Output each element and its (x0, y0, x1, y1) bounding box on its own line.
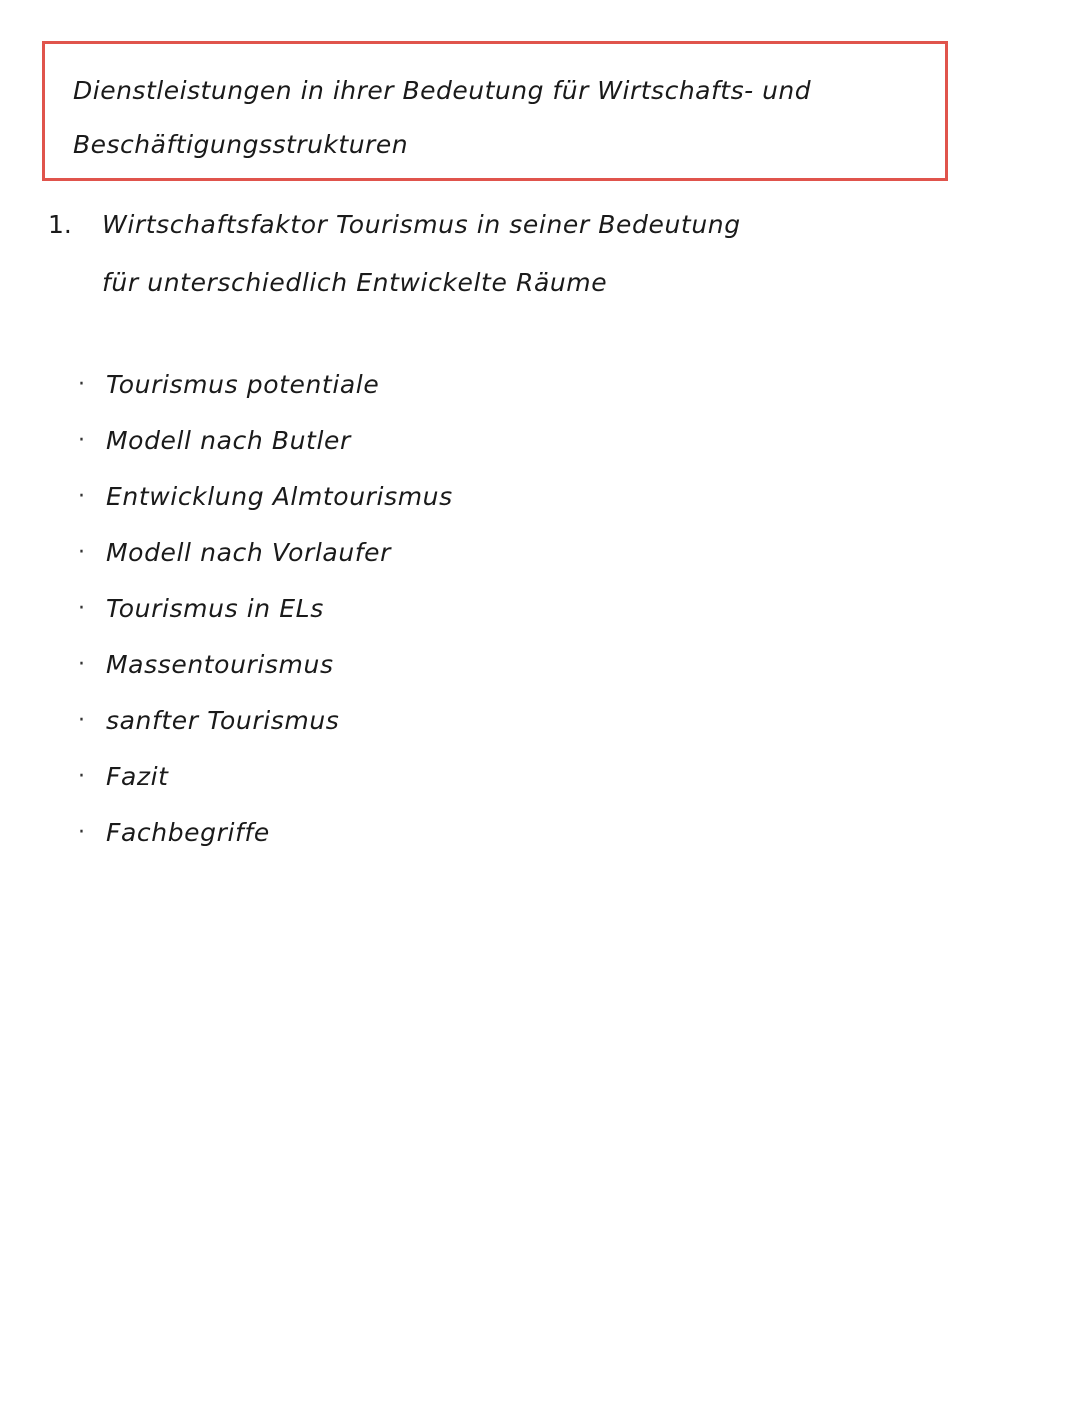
bullet-dot: · (78, 651, 85, 677)
list-item (78, 636, 453, 692)
topic-label: Modell nach Butler (106, 425, 351, 455)
topic-label: Tourismus in ELs (106, 593, 324, 623)
list-item (78, 412, 453, 468)
section-title-line-2: für unterschiedlich Entwickelte Räume (102, 268, 608, 297)
list-item (78, 524, 453, 580)
topic-label: Massentourismus (106, 649, 334, 679)
bullet-dot: · (78, 427, 85, 453)
bullet-dot: · (78, 595, 85, 621)
bullet-dot: · (78, 707, 85, 733)
section-number: 1. (48, 210, 72, 239)
document-title-line-2: Beschäftigungsstrukturen (73, 130, 409, 159)
list-item (78, 356, 453, 412)
list-item (78, 580, 453, 636)
bullet-dot: · (78, 819, 85, 845)
section-title-line-1: Wirtschaftsfaktor Tourismus in seiner Bedeutung (102, 210, 741, 239)
topic-label: Modell nach Vorlaufer (106, 537, 392, 567)
title-box (42, 41, 948, 181)
topic-label: sanfter Tourismus (106, 705, 340, 735)
topic-label: Fachbegriffe (106, 817, 270, 847)
list-item (78, 804, 453, 860)
topic-label: Tourismus potentiale (106, 369, 380, 399)
list-item (78, 748, 453, 804)
bullet-dot: · (78, 371, 85, 397)
document-title-line-1: Dienstleistungen in ihrer Bedeutung für Wirtschafts- und (73, 76, 812, 105)
bullet-dot: · (78, 539, 85, 565)
bullet-dot: · (78, 483, 85, 509)
topic-label: Fazit (106, 761, 169, 791)
topic-label: Entwicklung Almtourismus (106, 481, 453, 511)
list-item (78, 468, 453, 524)
topic-list (78, 356, 453, 860)
list-item (78, 692, 453, 748)
bullet-dot: · (78, 763, 85, 789)
